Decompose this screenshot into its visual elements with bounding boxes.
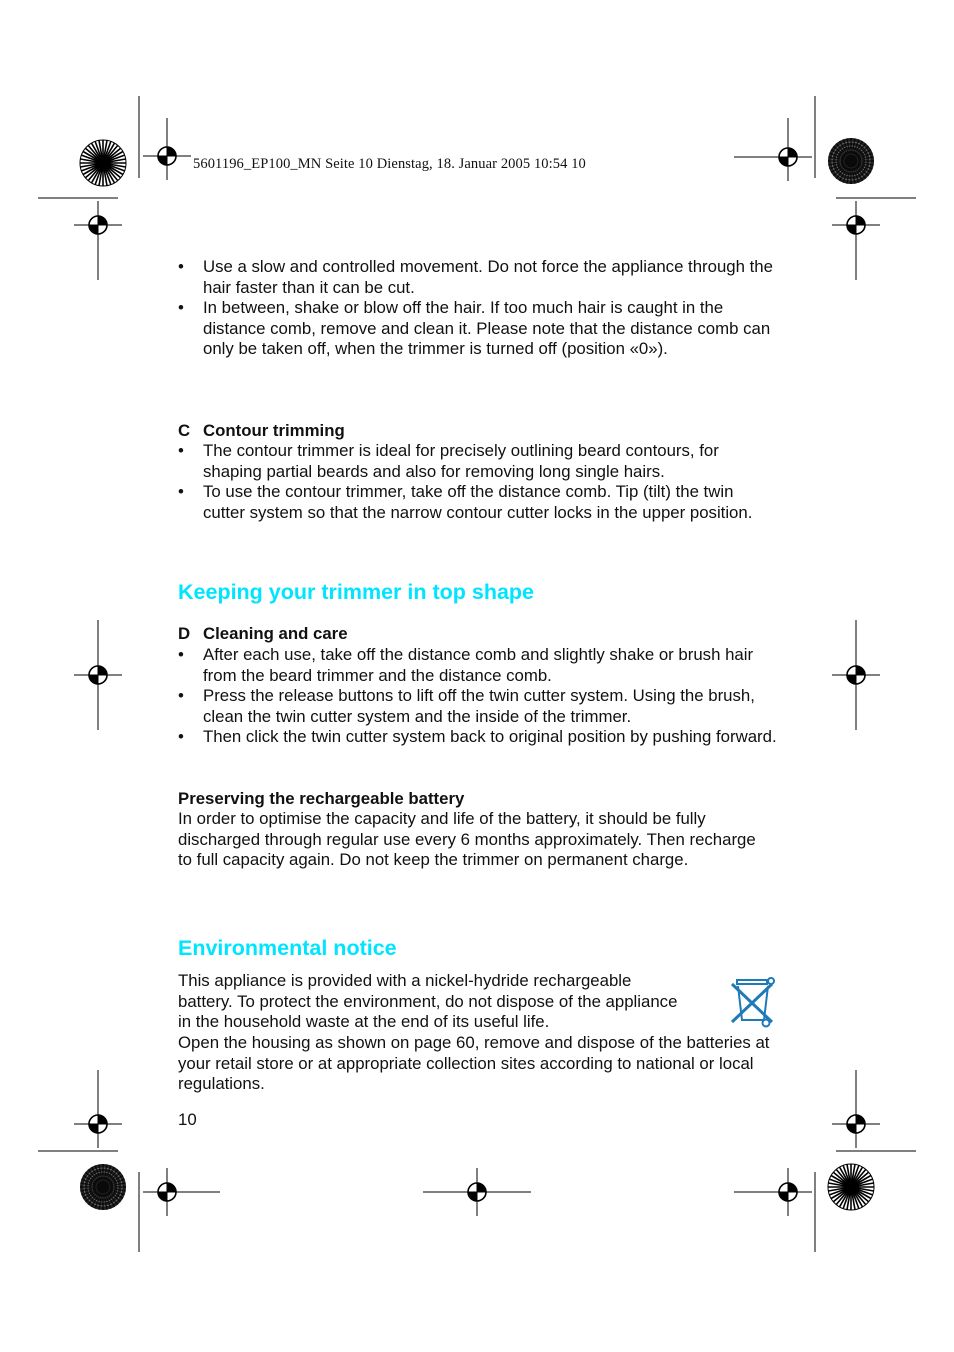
subsection-letter: C [178,421,191,440]
bullet-text: Then click the twin cutter system back to original position by pushing forward. [203,727,777,746]
list-item [178,686,778,727]
battery-title: Preserving the rechargeable battery [178,789,465,808]
print-slug-line: 5601196_EP100_MN Seite 10 Dienstag, 18. Januar 2005 10:54 10 [193,156,586,172]
bullet-mark: • [178,441,184,460]
list-item [178,482,778,523]
list-item [178,645,778,686]
bullet-text: In between, shake or blow off the hair. If too much hair is caught in the distance comb, remove and clean it. Please note that the distance comb can only be taken off, when the trimmer is turned off (position «0»). [203,298,771,358]
subsection-title: Cleaning and care [203,624,348,643]
battery-text: In order to optimise the capacity and life of the battery, it should be fully discharged through regular use every 6 months approximately. Then recharge to full capacity again. Do not keep the trimmer on permanent charge. [178,809,756,869]
list-item [178,257,778,298]
bullet-mark: • [178,645,184,664]
bullet-text: To use the contour trimmer, take off the distance comb. Tip (tilt) the twin cutter system so that the narrow contour cutter locks in the upper position. [203,482,753,522]
bullet-text: After each use, take off the distance comb and slightly shake or brush hair from the beard trimmer and the distance comb. [203,645,754,685]
subsection-cleaning-and-care [178,624,348,645]
list-item [178,441,778,482]
bullet-mark: • [178,482,184,501]
subsection-title: Contour trimming [203,421,345,440]
bullet-mark: • [178,257,184,276]
environmental-text-continued: Open the housing as shown on page 60, remove and dispose of the batteries at your retail store or at appropriate collection sites according to national or local regulations. [178,1033,770,1093]
list-item [178,727,778,748]
bullet-text: Use a slow and controlled movement. Do not force the appliance through the hair faster than it can be cut. [203,257,773,297]
page-number: 10 [178,1110,197,1129]
bullet-text: The contour trimmer is ideal for precisely outlining beard contours, for shaping partial beards and also for removing long single hairs. [203,441,719,481]
subsection-letter: D [178,624,191,643]
section-heading-keeping: Keeping your trimmer in top shape [178,580,534,604]
environmental-text: This appliance is provided with a nickel-hydride rechargeable battery. To protect the environment, do not dispose of the appliance in the household waste at the end of its useful life. [178,971,678,1031]
bullet-mark: • [178,727,184,746]
bullet-text: Press the release buttons to lift off the twin cutter system. Using the brush, clean the twin cutter system and the inside of the trimmer. [203,686,755,726]
section-heading-environmental: Environmental notice [178,936,397,960]
subsection-contour-trimming [178,421,345,442]
crossed-out-wheelie-bin-icon [728,974,778,1030]
list-item [178,298,778,360]
bullet-mark: • [178,686,184,705]
bullet-mark: • [178,298,184,317]
